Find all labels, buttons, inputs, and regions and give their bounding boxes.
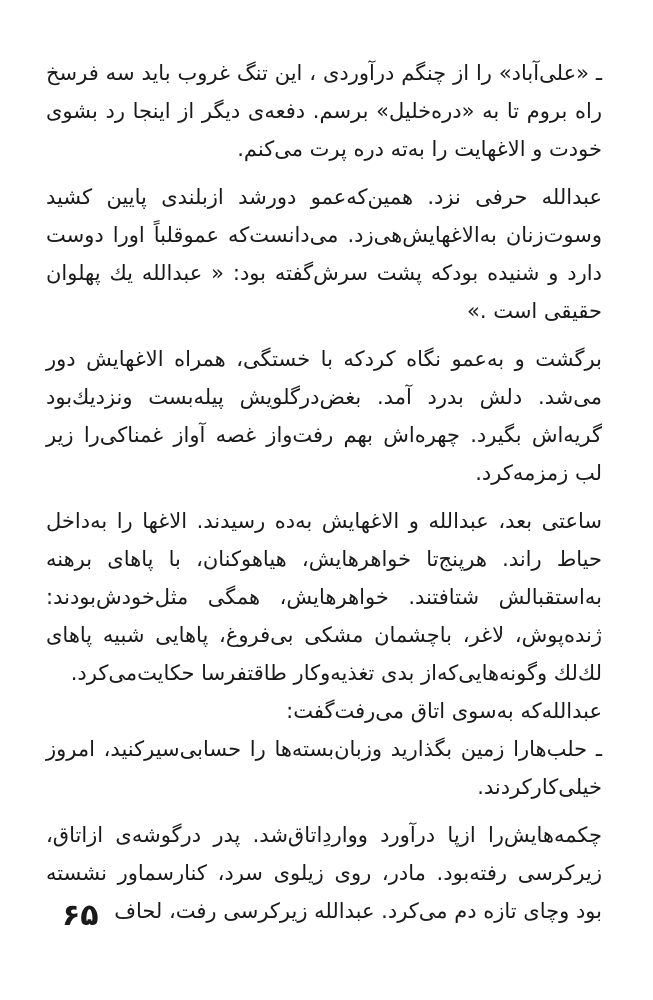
paragraph-4: ساعتی بعد، عبدالله و الاغهایش به‌ده رسیدند. الاغها را به‌داخل حیاط راند. هرپنج‌تا خواهرهایش، هیاهوکنان، با پاهای برهنه به‌استقبالش شتافتند. خواهرهایش، همگی مثل‌خودش‌بودند: ژنده‌پوش، لاغر، با‌چشمان مشکی بی‌فروغ، پاهایی شبیه پاهای لك‌لك وگونه‌هایی‌که‌از بدی تغذیه‌وکار طاقتفرسا حکایت‌می‌کرد. bbox=[46, 509, 602, 685]
paragraph-6: ـ حلب‌هارا زمین بگذارید وزبان‌بسته‌ها را حسابی‌سیرکنید، امروز خیلی‌کارکردند. bbox=[46, 737, 602, 799]
paragraph-2: عبدالله حرفی نزد. همین‌که‌عمو دورشد ازبلندی پایین کشید وسوت‌زنان به‌الاغهایش‌هی‌زد. می‌دانست‌که عموقلباً اورا دوست دارد و شنیده بودکه پشت سرش‌گفته بود: « عبدالله یك پهلوان حقیقی است .» bbox=[46, 185, 602, 323]
paragraph-3: برگشت و به‌عمو نگاه کردکه با خستگی، همراه الاغهایش دور می‌شد. دلش بدرد آمد. بغض‌درگلویش پیله‌بست ونزدیك‌بود گریه‌اش بگیرد. چهره‌اش بهم رفت‌واز غصه آواز غمناکی‌را زیر لب زمزمه‌کرد. bbox=[46, 347, 602, 485]
body-text bbox=[46, 54, 602, 930]
paragraph-5: عبدالله‌که به‌سوی اتاق می‌رفت‌گفت: bbox=[286, 699, 602, 723]
page-number: ۶۵ bbox=[62, 898, 99, 933]
paragraph-7: چکمه‌هایش‌را ازپا درآورد وواردِاتاق‌شد. پدر درگوشه‌ی ازاتاق، زیرکرسی رفته‌بود. مادر، روی زیلوی سرد، کنارسماور نشسته بود وچای تازه دم می‌کرد. عبدالله زیرکرسی رفت، لحاف bbox=[46, 823, 602, 923]
paragraph-1: ـ «علی‌آباد» را از چنگم درآوردی ، این تنگ غروب باید سه فرسخ راه بروم تا به «دره‌خلیل» برسم. دفعه‌ی دیگر از اینجا رد بشوی خودت و الاغهایت را به‌ته دره پرت می‌کنم. bbox=[46, 61, 602, 161]
